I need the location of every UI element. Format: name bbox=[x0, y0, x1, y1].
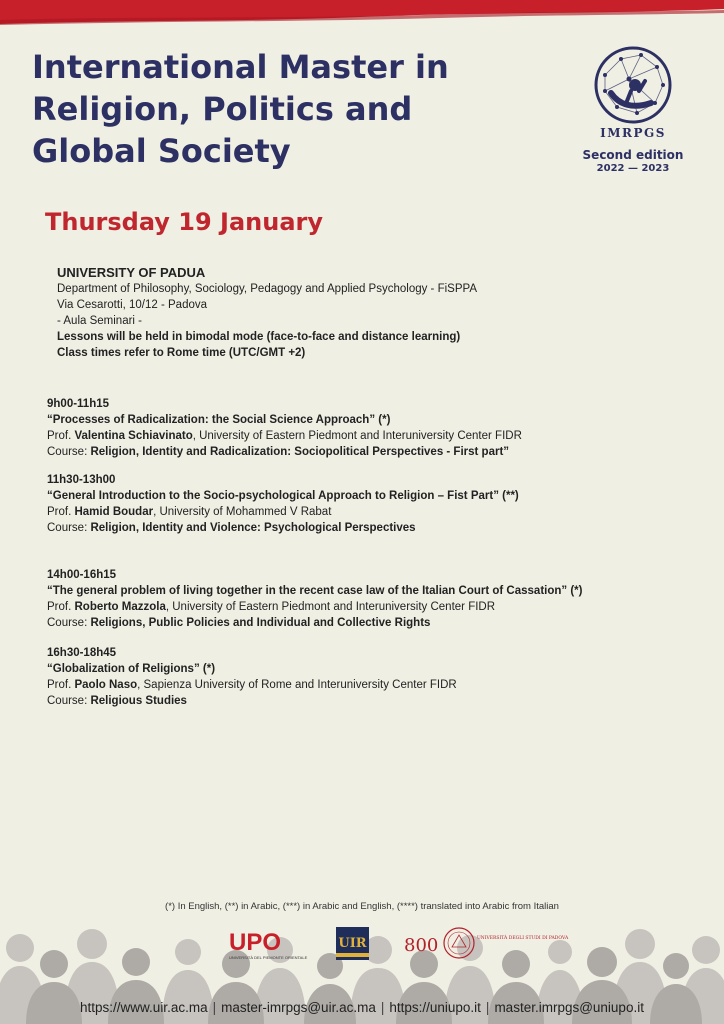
prof-name: Valentina Schiavinato bbox=[74, 430, 193, 442]
session-professor bbox=[47, 428, 687, 444]
venue-mode: Lessons will be held in bimodal mode (face-to-face and distance learning) bbox=[57, 331, 461, 343]
session-time: 16h30-18h45 bbox=[47, 647, 117, 659]
prof-affiliation: , Sapienza University of Rome and Interuniversity Center FIDR bbox=[137, 679, 457, 691]
session-title: “General Introduction to the Socio-psychological Approach to Religion – Fist Part” (**) bbox=[47, 490, 519, 502]
link-uir-website[interactable]: https://www.uir.ac.ma bbox=[80, 1000, 208, 1015]
session-title: “Globalization of Religions” (*) bbox=[47, 663, 216, 675]
title-line-2: Religion, Politics and bbox=[32, 90, 413, 128]
venue-department: Department of Philosophy, Sociology, Pedagogy and Applied Psychology - FiSPPA bbox=[57, 283, 477, 295]
prof-affiliation: , University of Mohammed V Rabat bbox=[153, 506, 332, 518]
course-name: Religion, Identity and Violence: Psychological Perspectives bbox=[90, 522, 416, 534]
partner-logos bbox=[0, 925, 724, 965]
prof-name: Roberto Mazzola bbox=[74, 601, 166, 613]
padova-logo bbox=[404, 928, 569, 958]
link-separator: | bbox=[212, 1000, 217, 1015]
session-professor bbox=[47, 504, 687, 520]
session-course bbox=[47, 520, 687, 536]
course-name: Religions, Public Policies and Individual and Collective Rights bbox=[90, 617, 431, 629]
footer-links bbox=[0, 1000, 724, 1015]
uir-logo-text: UIR bbox=[338, 936, 367, 951]
venue-timezone: Class times refer to Rome time (UTC/GMT +2) bbox=[57, 347, 306, 359]
edition-years: 2022 — 2023 bbox=[596, 163, 670, 174]
prof-name: Hamid Boudar bbox=[74, 506, 154, 518]
uir-logo bbox=[336, 927, 369, 960]
venue-name: UNIVERSITY OF PADUA bbox=[57, 265, 206, 280]
session-title: “The general problem of living together in the recent case law of the Italian Court of Cassation” (*) bbox=[47, 585, 583, 597]
session-professor bbox=[47, 599, 687, 615]
link-separator: | bbox=[485, 1000, 490, 1015]
upo-logo-subtext: UNIVERSITÀ DEL PIEMONTE ORIENTALE bbox=[229, 955, 308, 960]
session-course bbox=[47, 444, 687, 460]
course-prefix: Course: bbox=[47, 446, 91, 458]
session-4 bbox=[47, 645, 687, 709]
session-professor bbox=[47, 677, 687, 693]
title-line-3: Global Society bbox=[32, 132, 291, 170]
prof-affiliation: , University of Eastern Piedmont and Interuniversity Center FIDR bbox=[192, 430, 522, 442]
session-time: 14h00-16h15 bbox=[47, 569, 117, 581]
prof-prefix: Prof. bbox=[47, 601, 75, 613]
course-name: Religion, Identity and Radicalization: Sociopolitical Perspectives - First part” bbox=[90, 446, 510, 458]
upo-logo-text: UPO bbox=[229, 929, 282, 956]
prof-prefix: Prof. bbox=[47, 679, 75, 691]
session-time: 11h30-13h00 bbox=[47, 474, 116, 486]
venue-address: Via Cesarotti, 10/12 - Padova bbox=[57, 299, 208, 311]
prof-prefix: Prof. bbox=[47, 506, 75, 518]
course-prefix: Course: bbox=[47, 522, 91, 534]
link-upo-website[interactable]: https://uniupo.it bbox=[389, 1000, 481, 1015]
session-course bbox=[47, 693, 687, 709]
session-1 bbox=[47, 396, 687, 460]
padova-name-text: UNIVERSITÀ DEGLI STUDI DI PADOVA bbox=[477, 936, 569, 941]
schedule-date: Thursday 19 January bbox=[45, 208, 324, 236]
upo-logo bbox=[229, 929, 308, 960]
session-course bbox=[47, 615, 687, 631]
course-prefix: Course: bbox=[47, 617, 91, 629]
language-footnote: (*) In English, (**) in Arabic, (***) in Arabic and English, (****) translated into Arabic from Italian bbox=[165, 901, 559, 912]
course-name: Religious Studies bbox=[90, 695, 187, 707]
session-3 bbox=[47, 567, 687, 631]
padova-800-text: 800 bbox=[404, 935, 439, 956]
link-uir-email[interactable]: master-imrpgs@uir.ac.ma bbox=[221, 1000, 376, 1015]
session-2 bbox=[47, 472, 687, 536]
venue-room: - Aula Seminari - bbox=[57, 315, 143, 327]
top-brush-stroke bbox=[0, 0, 724, 26]
title-line-1: International Master in bbox=[32, 48, 449, 86]
prof-name: Paolo Naso bbox=[74, 679, 138, 691]
program-title bbox=[32, 46, 492, 172]
course-prefix: Course: bbox=[47, 695, 91, 707]
venue-block bbox=[57, 264, 677, 361]
prof-affiliation: , University of Eastern Piedmont and Interuniversity Center FIDR bbox=[165, 601, 496, 613]
edition-label: Second edition bbox=[582, 148, 684, 162]
edition-block bbox=[576, 148, 690, 175]
link-upo-email[interactable]: master.imrpgs@uniupo.it bbox=[494, 1000, 644, 1015]
logo-text: IMRPGS bbox=[600, 126, 666, 140]
imrpgs-logo bbox=[593, 45, 673, 141]
session-title: “Processes of Radicalization: the Social Science Approach” (*) bbox=[47, 414, 391, 426]
session-time: 9h00-11h15 bbox=[47, 398, 110, 410]
link-separator: | bbox=[380, 1000, 385, 1015]
prof-prefix: Prof. bbox=[47, 430, 75, 442]
